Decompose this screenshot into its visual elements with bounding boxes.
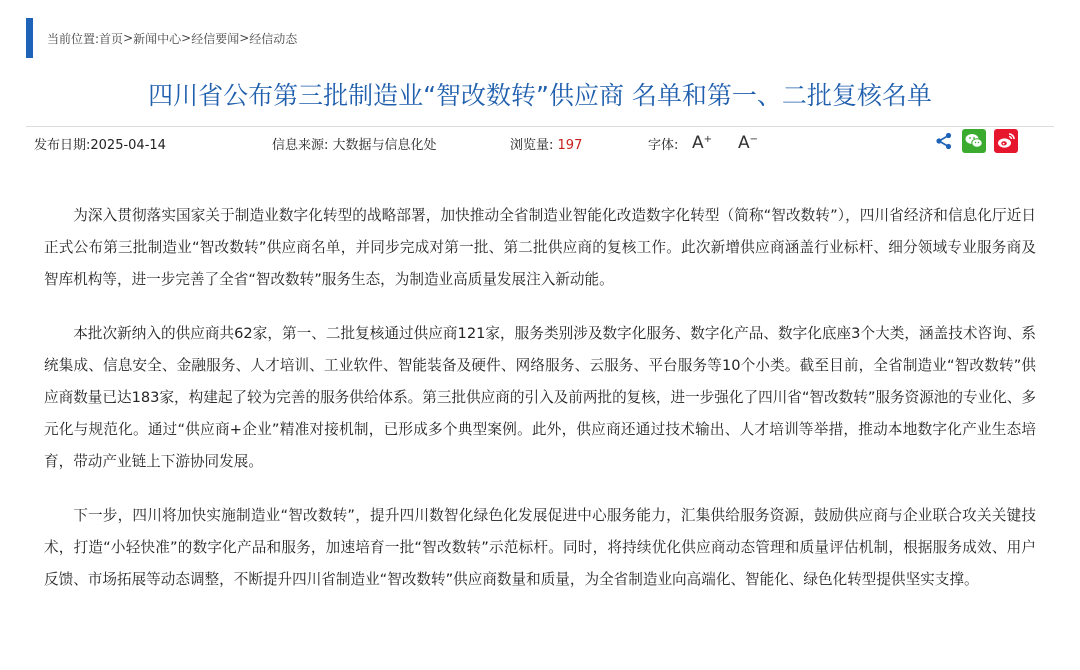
info-source-label: 信息来源:: [272, 138, 329, 153]
breadcrumb-separator: >: [123, 31, 134, 45]
breadcrumb-accent-bar: [26, 18, 33, 58]
info-source: [272, 134, 437, 153]
breadcrumb-separator: >: [239, 31, 250, 45]
font-increase-letter: A: [692, 133, 704, 153]
breadcrumb-item-news-updates[interactable]: 经信动态: [249, 31, 298, 46]
info-source-value: 大数据与信息化处: [332, 138, 437, 153]
share-icon[interactable]: [934, 131, 954, 151]
font-size-label: 字体:: [648, 138, 679, 153]
font-increase-sign: +: [703, 133, 713, 145]
view-count: [510, 134, 582, 153]
breadcrumb-bar: [26, 18, 297, 58]
view-count-value: 197: [557, 138, 583, 153]
share-bar: [934, 129, 1026, 153]
breadcrumb-label: 当前位置:: [47, 31, 100, 46]
publish-date-value: 2025-04-14: [90, 138, 166, 153]
breadcrumb: [47, 30, 297, 47]
breadcrumb-item-news-highlights[interactable]: 经信要闻: [191, 31, 240, 46]
view-count-label: 浏览量:: [510, 138, 554, 153]
article-body: [44, 200, 1036, 618]
article-paragraph: 为深入贯彻落实国家关于制造业数字化转型的战略部署，加快推动全省制造业智能化改造数字化转型（简称“智改数转”），四川省经济和信息化厅近日正式公布第三批制造业“智改数转”供应商名单，并同步完成对第一批、第二批供应商的复核工作。此次新增供应商涵盖行业标杆、细分领域专业服务商及智库机构等，进一步完善了全省“智改数转”服务生态，为制造业高质量发展注入新动能。: [44, 207, 1036, 288]
wechat-icon[interactable]: [962, 129, 986, 153]
article-title: 四川省公布第三批制造业“智改数转”供应商 名单和第一、二批复核名单: [148, 81, 932, 110]
weibo-icon[interactable]: [994, 129, 1018, 153]
publish-date: [34, 134, 166, 153]
breadcrumb-item-news-center[interactable]: 新闻中心: [133, 31, 182, 46]
font-decrease-button[interactable]: [738, 133, 758, 153]
article-paragraph: 下一步，四川将加快实施制造业“智改数转”，提升四川数智化绿色化发展促进中心服务能力，汇集供给服务资源，鼓励供应商与企业联合攻关关键技术，打造“小轻快准”的数字化产品和服务，加速培育一批“智改数转”示范标杆。同时，将持续优化供应商动态管理和质量评估机制，根据服务成效、用户反馈、市场拓展等动态调整，不断提升四川省制造业“智改数转”供应商数量和质量，为全省制造业向高端化、智能化、绿色化转型提供坚实支撑。: [44, 507, 1036, 588]
article-paragraph: 本批次新纳入的供应商共62家，第一、二批复核通过供应商121家，服务类别涉及数字化服务、数字化产品、数字化底座3个大类，涵盖技术咨询、系统集成、信息安全、金融服务、人才培训、工业软件、智能装备及硬件、网络服务、云服务、平台服务等10个小类。截至目前，全省制造业“智改数转”供应商数量已达183家，构建起了较为完善的服务供给体系。第三批供应商的引入及前两批的复核，进一步强化了四川省“智改数转”服务资源池的专业化、多元化与规范化。通过“供应商+企业”精准对接机制，已形成多个典型案例。此外，供应商还通过技术输出、人才培训等举措，推动本地数字化产业生态培育，带动产业链上下游协同发展。: [44, 325, 1036, 470]
publish-date-label: 发布日期:: [34, 138, 91, 153]
breadcrumb-item-home[interactable]: 首页: [99, 31, 124, 46]
font-decrease-letter: A: [738, 133, 750, 153]
font-decrease-sign: −: [749, 133, 759, 145]
meta-divider: [26, 126, 1054, 127]
breadcrumb-separator: >: [181, 31, 192, 45]
font-increase-button[interactable]: [692, 133, 712, 153]
